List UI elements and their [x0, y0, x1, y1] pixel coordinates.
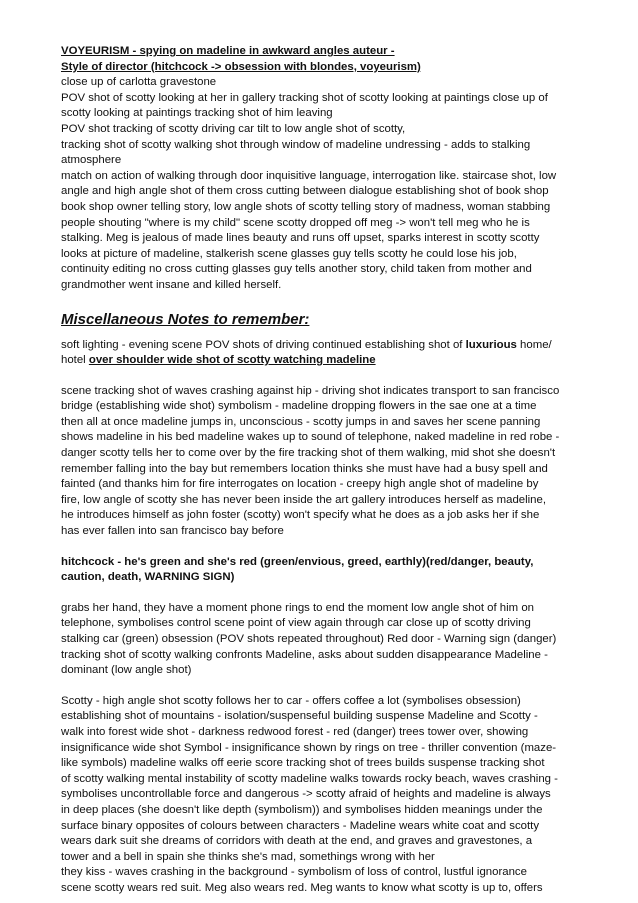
notes-paragraph-6: Scotty - high angle shot scotty follows her to car - offers coffee a lot (symbolises obsession) establishing shot of mountains - isolation/suspenseful building suspense Madeline and Scotty - walk into forest wide shot - darkness redwood forest - red (danger) trees tower over, showing insignificance wide shot Symbol - insignificance shown by rings on tree - thriller convention (maze- like symbols) madeline walks off eerie score tracking shot of trees builds suspense tracking shot of scotty walking mental instability of scotty madeline walks towards rocky beach, waves crashing - symbolises uncontrollable force and dangerous -> scotty afraid of heights and madeline is always in deep places (she doesn't like depth (symbolism)) and symbolises hidden meanings under the surface binary opposites of colours between characters - Madeline wears white coat and scotty wears dark suit she dreams of corridors with death at the end, and graves and gravestones, a tower and a bell in spain she thinks she's mad, somethings wrong with her they kiss - waves crashing in the background - symbolism of loss of control, lustful ignorance scene scotty wears red suit. Meg also wears red. Meg wants to know what scotty is up to, offers [61, 694, 558, 894]
misc-p1-text-a: soft lighting - evening scene POV shots of driving continued establishing shot of [61, 338, 466, 351]
title-line-2: Style of director (hitchcock -> obsession with blondes, voyeurism) [61, 60, 421, 73]
document-body [61, 44, 583, 897]
notes-paragraph-5: grabs her hand, they have a moment phone rings to end the moment low angle shot of him on telephone, symbolises control scene point of view again through car close up of scotty driving stalking car (green) obsession (POV shots repeated throughout) Red door - Warning sign (danger) tracking shot of scotty walking confronts Madeline, asks about sudden disappearance Madeline - dominant (low angle shot) [61, 601, 557, 677]
notes-paragraph-1: close up of carlotta gravestone POV shot of scotty looking at her in gallery tracking shot of scotty looking at paintings close up of scotty looking at paintings tracking shot of him leaving POV shot tracking of scotty driving car tilt to low angle shot of scotty, tracking shot of scotty walking shot through window of madeline undressing - adds to stalking atmosphere match on action of walking through door inquisitive language, interrogation like. staircase shot, low angle and high angle shot of them cross cutting between dialogue establishing shot of book shop book shop owner telling story, low angle shots of scotty telling story of madness, woman stabbing people shouting "where is my child" scene scotty dropped off meg -> won't tell meg who he is stalking. Meg is jealous of made lines beauty and runs off upset, sparks interest in scotty scotty looks at picture of madeline, stalkerish scene glasses guy tells scotty he could lose his job, continuity editing no cross cutting glasses guy tells another story, child taken from mother and grandmother went insane and killed herself. [61, 76, 557, 291]
notes-paragraph-2 [61, 338, 583, 369]
notes-paragraph-3: scene tracking shot of waves crashing against hip - driving shot indicates transport to san francisco bridge (establishing wide shot) symbolism - madeline dropping flowers in the sae one at a time then all at once madeline jumps in, unconscious - scotty jumps in and saves her scene panning shows madeline in his bed madeline wakes up to sound of telephone, naked madeline in red robe - danger scotty tells her to come over by the fire tracking shot of them walking, mid shot she doesn't remember falling into the bay but remembers location thinks she must have had a busy spell and fainted (and thanks him for fire interrogates on location - creepy high angle shot of madeline by fire, low angle of scotty she has never been inside the art gallery introduces herself as madeline, he introduces himself as john foster (scotty) won't specify what he does as a job asks her if she has ever fallen into san francisco bay before [61, 384, 560, 538]
title-line-1: VOYEURISM - spying on madeline in awkward angles auteur - [61, 45, 395, 57]
misc-notes-heading: Miscellaneous Notes to remember: [61, 310, 310, 328]
hitchcock-colour-note: hitchcock - he's green and she's red (green/envious, greed, earthly)(red/danger, beauty, caution, death, WARNING SIGN) [61, 555, 534, 584]
misc-p1-bold: luxurious [465, 338, 517, 351]
misc-p1-underline: over shoulder wide shot of scotty watching madeline [88, 354, 376, 367]
misc-p1-text-b: home/ hotel [61, 338, 552, 367]
